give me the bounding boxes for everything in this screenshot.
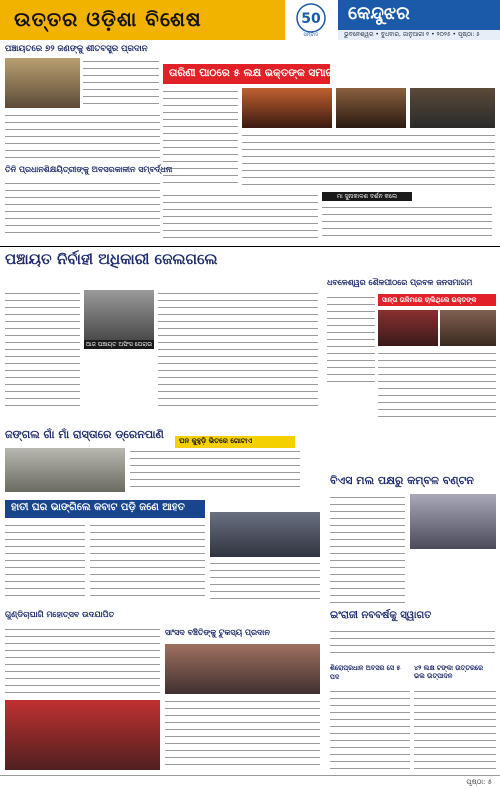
story-4-text-2: [158, 290, 318, 410]
story-3-text: [5, 180, 160, 235]
story-7-headline: ଘନ କୁହୁଡ଼ି ଭିତରେ ଗୋଟାଏ: [179, 437, 253, 445]
story-13-text: [330, 688, 410, 770]
story-5-text-2: [378, 350, 496, 420]
story-3-text-3: [322, 204, 492, 242]
story-9-text-3: [210, 560, 320, 602]
story-3-headline: ତିନି ପ୍ରଧାନଶିକ୍ଷୟିତ୍ରୀଙ୍କୁ ଅବସରକାଳୀନ ସମ୍ବର୍ଦ୍ଧନା: [5, 165, 173, 174]
story-1-headline: ପଞ୍ଚାୟତରେ ୭୨ ଜଣଙ୍କୁ ଶୀତବସ୍ତ୍ର ପ୍ରଦାନ: [5, 44, 148, 54]
story-10-headline: ଇଂରାଜୀ ନବବର୍ଷକୁ ସ୍ୱାଗତ: [330, 610, 432, 621]
story-3-caption: ମା ସୁନାକାଳଶ ଦର୍ଶନ କଲେ: [322, 192, 412, 201]
story-6-text: [130, 448, 300, 492]
paper-name: କେନ୍ଦୁଝର: [348, 3, 410, 24]
story-14-headline: ୪୨ ଲକ୍ଷ ଟଙ୍କା ଉତ୍ତରରେ ଭଲ ଉତ୍ପାଦନ: [414, 664, 484, 680]
story-2-photo-3: [410, 88, 495, 128]
section-banner: [0, 0, 285, 40]
story-4-headline: ପଞ୍ଚାୟତ ନିର୍ବାହୀ ଅଧିକାରୀ ଜେଲଗଲେ: [5, 250, 218, 268]
story-6-photo: [5, 448, 125, 492]
story-11-photo: [5, 700, 160, 770]
date-line: ଭୁବନେଶ୍ୱର • ବୁଧବାର, ଜାନୁଆରୀ ୧ • ୨୦୨୫ • ପୃଷ୍ଠା: ୫: [338, 30, 500, 40]
story-5-text: [327, 294, 375, 384]
story-9-headline: ହାତୀ ଘର ଭାଙ୍ଗିଲେ କବାଟ ପଡ଼ି ଜଣେ ଆହତ: [11, 502, 185, 513]
story-9-banner: [5, 500, 205, 518]
section-divider: [0, 246, 500, 247]
story-1-photo: [5, 58, 80, 108]
story-9-text: [5, 522, 85, 602]
page-number: ପୃଷ୍ଠା: ୫: [466, 778, 492, 786]
story-5-sub-banner: [378, 294, 496, 306]
story-3-text-2: [163, 192, 318, 242]
story-11-headline: ଗୁଣ୍ଡିଚାଘାଗି ମହୋତ୍ସବ ଉଦଯାପିତ: [5, 610, 115, 619]
story-5-subheadline: ସାନ୍ତା ତାଳିମରେ ଚାଲିଥିଲେ ଭକ୍ତଙ୍କ: [382, 296, 477, 304]
story-7-banner: [175, 436, 295, 448]
story-8-text: [330, 494, 405, 604]
story-8-headline: ବିଏସ ମଲ ପକ୍ଷରୁ କମ୍ବଳ ବଣ୍ଟନ: [330, 474, 474, 487]
story-5-headline: ଧବଳେଶ୍ୱର ଶୈଳପୀଠରେ ପ୍ରବଳ ଜନସମାଗମ: [327, 278, 473, 287]
story-2-headline: ତାରିଣୀ ପାଠରେ ୫ ଲକ୍ଷ ଭକ୍ତଙ୍କ ସମାଗମ: [169, 67, 342, 79]
story-14-text: [414, 688, 496, 770]
story-2-banner: [163, 64, 342, 84]
story-6-headline: ଜଙ୍ଗଲ ଗାଁ ମାଁ ରାସ୍ତାରେ ଡ୍ରେନପାଣି: [5, 428, 164, 441]
story-12-text: [165, 698, 320, 770]
story-9-photo: [210, 512, 320, 557]
story-1-text-2: [5, 112, 160, 160]
anniversary-logo: [287, 2, 335, 38]
story-1-text: [83, 58, 159, 108]
story-5-photo-2: [440, 310, 496, 346]
story-8-photo: [410, 494, 496, 549]
story-11-text: [5, 626, 160, 696]
logo-subtext: ସମ୍ବାଦ: [303, 32, 319, 38]
story-2-photo: [242, 88, 332, 128]
section-title: ଉତ୍ତର ଓଡ଼ିଶା ବିଶେଷ: [14, 7, 202, 31]
story-10-text: [330, 628, 495, 658]
story-4-photo: [84, 290, 154, 340]
story-2-photo-2: [336, 88, 406, 128]
story-4-caption: ଆଜ ପଞ୍ଚାୟତ ଅଫିସ ଘେରାଉ: [85, 341, 153, 348]
story-4-text: [5, 290, 80, 410]
logo-number: 50: [301, 11, 321, 27]
masthead: [0, 0, 500, 40]
story-12-headline: ସାଂସଦ ବଞ୍ଚିତିଙ୍କୁ ଟୁକସ୍ୟ ପ୍ରଦାନ: [165, 628, 270, 637]
story-2-text-2: [242, 132, 495, 188]
story-12-photo: [165, 644, 320, 694]
page-footer: [0, 775, 500, 789]
story-5-photo: [378, 310, 438, 346]
story-13-headline: ଶିରୋପ୍ରଧାନ ଅବସର ସେ ୫ ପଦ: [330, 664, 401, 681]
story-9-text-2: [90, 522, 205, 602]
paper-name-banner: [338, 0, 500, 30]
